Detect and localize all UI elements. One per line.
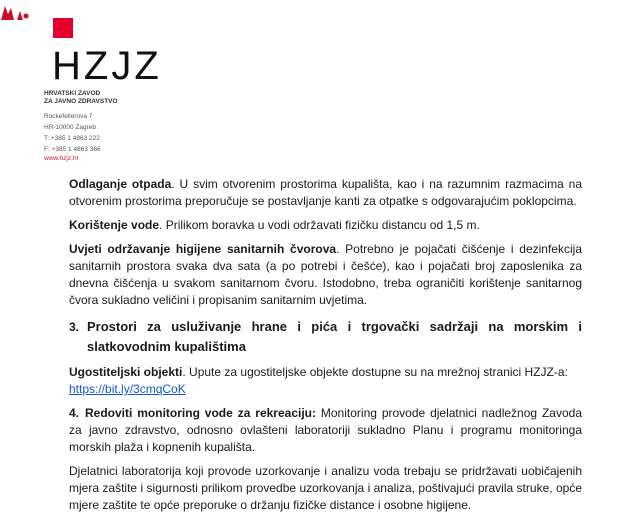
section-number: 4.: [69, 406, 80, 420]
address-fax: F: +385 1 4863 366: [44, 146, 101, 153]
document-body: [69, 176, 582, 514]
corner-logo-icon: [0, 2, 30, 22]
address-street: Rockefellerova 7: [44, 113, 93, 120]
address-phone: T: +385 1 4863 222: [44, 135, 100, 142]
guidelines-link[interactable]: https://bit.ly/3cmqCoK: [69, 382, 186, 396]
organization-address: [44, 111, 101, 155]
paragraph-lead: Odlaganje otpada: [69, 177, 172, 191]
website-link[interactable]: www.hzjz.hr: [44, 155, 79, 162]
section-title: Prostori za usluživanje hrane i pića i trgovački sadržaji na morskim i slatkovodnim kupalištima: [87, 319, 582, 354]
paragraph-lead: Korištenje vode: [69, 218, 160, 232]
org-name-line1: HRVATSKI ZAVOD: [44, 90, 101, 97]
org-name-line2: ZA JAVNO ZDRAVSTVO: [44, 98, 118, 105]
organization-name: [44, 90, 118, 106]
paragraph-catering: [69, 364, 582, 398]
paragraph-text: . Potrebno je pojačati čišćenje i dezinfekcija sanitarnih prostora svaka dva sata (a po potrebi i češće), kao i pojačati broj zaposlenika za dnevna čišćenja u svakom sanitarnom čvoru. Istodobno, treba ograničiti korištenje sanitarnog čvora sukladno veličini i propisanim sanitarnim uvjetima.: [69, 242, 582, 307]
paragraph-lead: Uvjeti održavanje higijene sanitarnih čvorova: [69, 242, 337, 256]
paragraph-laboratory-staff: [69, 463, 582, 514]
logo-text: HZJZ: [52, 44, 162, 88]
paragraph-text: Djelatnici laboratorija koji provode uzorkovanje i analizu voda trebaju se pridržavati uobičajenih mjera zaštite i sigurnosti prilikom provedbe uzorkovanja i analiza, poštivajući pravila struke, opće mjere zaštite te opće preporuke o držanju fizičke distance i osobne higijene.: [69, 464, 582, 512]
section-number: 3.: [69, 320, 80, 334]
paragraph-text: . U svim otvorenim prostorima kupališta, kao i na razumnim razmacima na otvorenim prostorima preporučuje se postavljanje kanti za otpatke s odgovarajućim poklopcima.: [69, 177, 583, 208]
paragraph-lead: Ugostiteljski objekti: [69, 365, 183, 379]
logo-square: [53, 18, 73, 38]
section-heading-3: [69, 317, 582, 357]
paragraph-sanitary-hygiene: [69, 241, 582, 309]
paragraph-text: Monitoring provode djelatnici nadležnog Zavoda za javno zdravstvo, odnosno ovlašteni laboratoriji sukladno Planu i programu monitoringa morskih plaža i kopnenih kupališta.: [69, 406, 582, 454]
paragraph-water-use: [69, 217, 582, 234]
address-city: HR-10000 Zagreb: [44, 124, 97, 131]
paragraph-water-monitoring: [69, 405, 582, 456]
paragraph-text: . Prilikom boravka u vodi održavati fizičku distancu od 1,5 m.: [159, 218, 480, 232]
paragraph-text: . Upute za ugostiteljske objekte dostupne su na mrežnoj stranici HZJZ-a:: [182, 365, 568, 379]
paragraph-lead: Redoviti monitoring vode za rekreaciju:: [85, 406, 316, 420]
paragraph-waste-disposal: [69, 176, 582, 210]
